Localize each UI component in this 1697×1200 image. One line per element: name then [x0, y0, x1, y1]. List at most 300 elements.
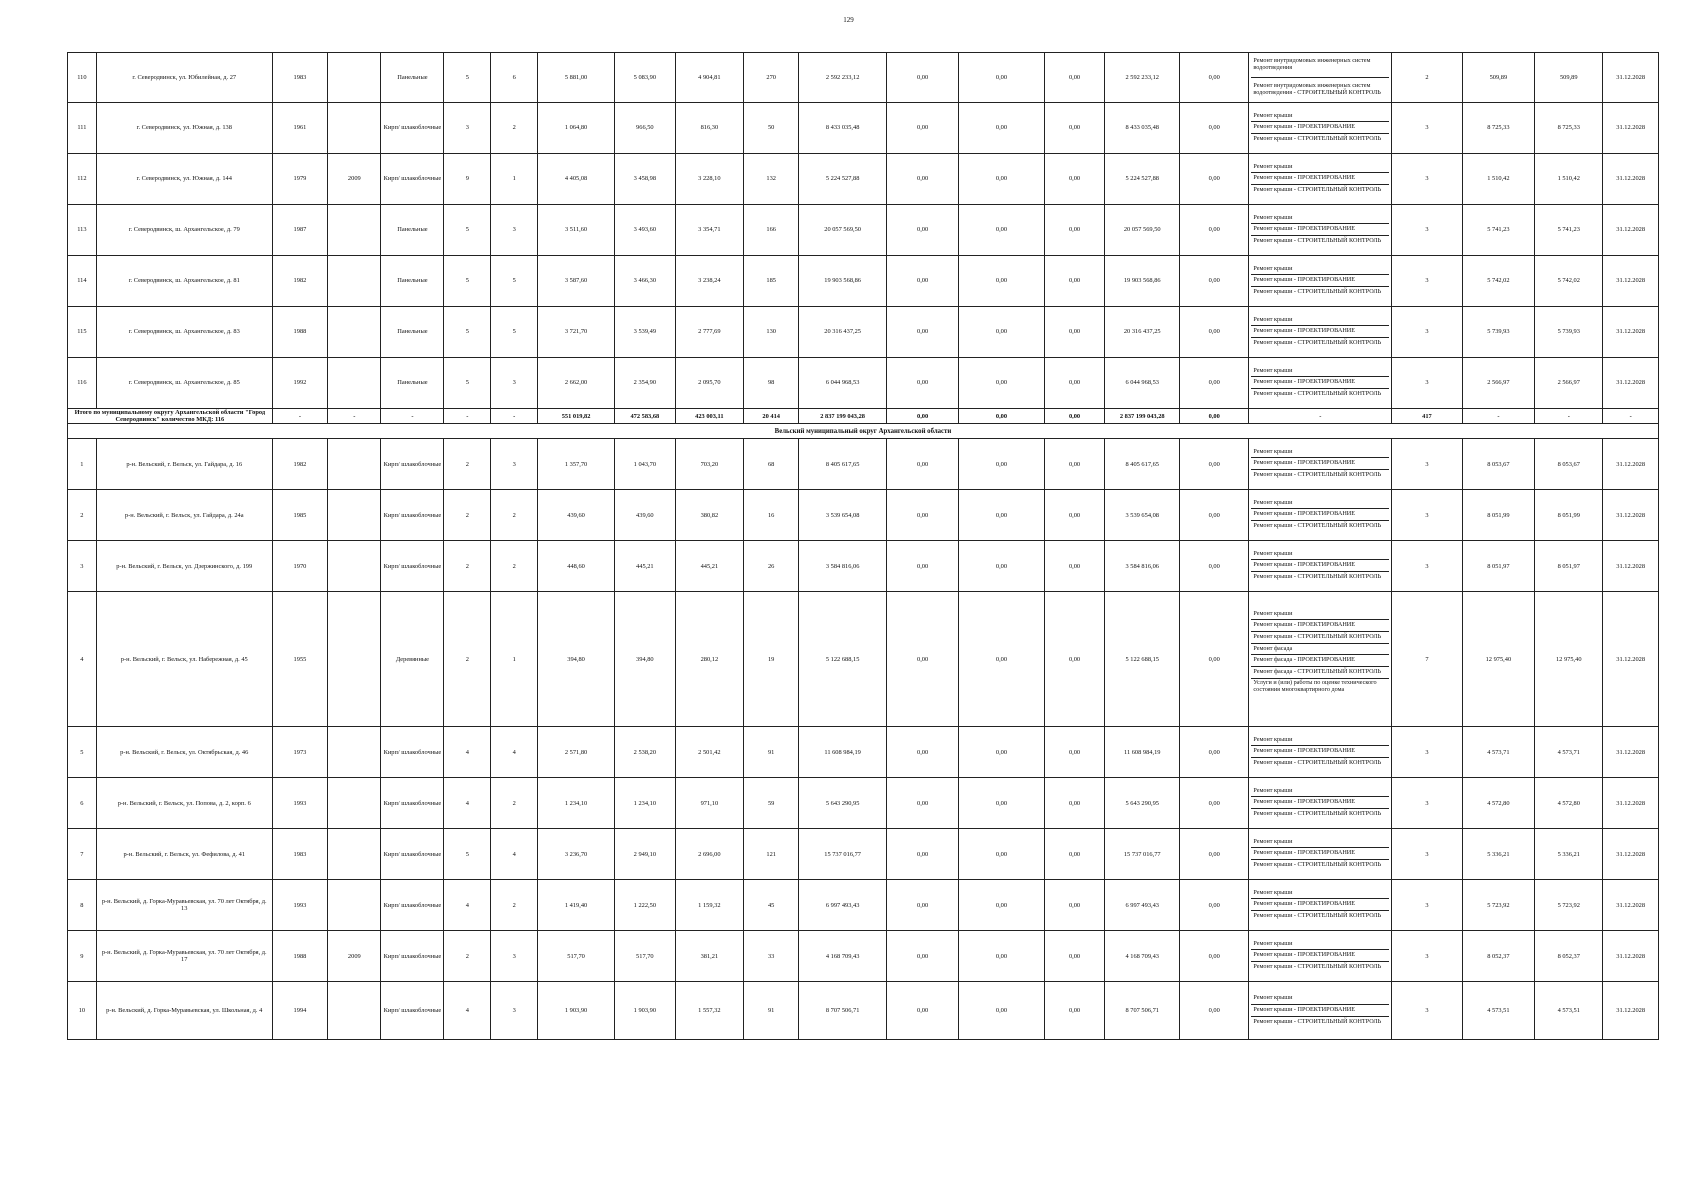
- works-count: 3: [1392, 778, 1462, 829]
- fund-local: 0,00: [1044, 592, 1105, 727]
- work-type-item: Ремонт крыши: [1251, 939, 1389, 950]
- works-count: 3: [1392, 829, 1462, 880]
- work-type-item: Ремонт крыши: [1251, 786, 1389, 797]
- row-number: 5: [68, 727, 97, 778]
- completion-date: 31.12.2028: [1603, 541, 1659, 592]
- work-type-item: Ремонт крыши: [1251, 888, 1389, 899]
- page-number: 129: [843, 16, 854, 24]
- work-type-item: Ремонт крыши - ПРОЕКТИРОВАНИЕ: [1251, 746, 1389, 758]
- area-owned: 380,82: [675, 490, 743, 541]
- fund-local: 0,00: [1044, 256, 1105, 307]
- residents-count: 91: [743, 727, 798, 778]
- area-owned: 971,10: [675, 778, 743, 829]
- floors-count: 3: [444, 103, 491, 154]
- house-address: р-н. Вельский, г. Вельск, ул. Гайдара, д. 24а: [96, 490, 272, 541]
- entrances-count: 2: [491, 103, 538, 154]
- work-types-cell: [1249, 541, 1392, 592]
- fund-other: 0,00: [1180, 358, 1249, 409]
- area-total: 1 234,10: [538, 778, 615, 829]
- fund-other: 0,00: [1180, 829, 1249, 880]
- fund-local: 0,00: [1044, 103, 1105, 154]
- work-type-item: Ремонт крыши: [1251, 735, 1389, 746]
- fund-owners: 8 707 506,71: [1105, 982, 1180, 1040]
- work-type-item: Ремонт крыши - ПРОЕКТИРОВАНИЕ: [1251, 173, 1389, 185]
- fund-local: 0,00: [1044, 829, 1105, 880]
- works-count: 3: [1392, 880, 1462, 931]
- work-type-item: Услуги и (или) работы по оценке технического состояния многоквартирного дома: [1253, 679, 1377, 694]
- work-type-item: Ремонт крыши - ПРОЕКТИРОВАНИЕ: [1251, 560, 1389, 572]
- wall-material: Кирп/ шлакоблочные: [381, 829, 444, 880]
- fund-federal: 0,00: [886, 592, 959, 727]
- total-area-owned: 423 003,11: [675, 409, 743, 424]
- area-owned: 3 228,10: [675, 154, 743, 205]
- table-row: [68, 53, 1659, 103]
- area-total: 439,60: [538, 490, 615, 541]
- area-owned: 1 557,32: [675, 982, 743, 1040]
- unit-cost: 1 510,42: [1462, 154, 1535, 205]
- unit-cost-limit: 8 725,33: [1535, 103, 1603, 154]
- fund-federal: 0,00: [886, 439, 959, 490]
- work-types-cell: [1249, 103, 1392, 154]
- row-number: 4: [68, 592, 97, 727]
- floors-count: 2: [444, 490, 491, 541]
- work-type-item: Ремонт крыши - СТРОИТЕЛЬНЫЙ КОНТРОЛЬ: [1253, 288, 1382, 296]
- floors-count: 4: [444, 778, 491, 829]
- residents-count: 16: [743, 490, 798, 541]
- fund-owners: 5 224 527,88: [1105, 154, 1180, 205]
- repair-cost-total: 5 643 290,95: [799, 778, 886, 829]
- house-address: р-н. Вельский, г. Вельск, ул. Октябрьская, д. 46: [96, 727, 272, 778]
- row-number: 111: [68, 103, 97, 154]
- work-type-item: Ремонт крыши - СТРОИТЕЛЬНЫЙ КОНТРОЛЬ: [1253, 861, 1382, 869]
- residents-count: 270: [743, 53, 798, 103]
- table-row: [68, 592, 1659, 727]
- house-address: р-н. Вельский, г. Вельск, ул. Гайдара, д. 16: [96, 439, 272, 490]
- fund-other: 0,00: [1180, 490, 1249, 541]
- work-type-item: Ремонт крыши: [1251, 315, 1389, 326]
- entrances-count: 4: [491, 829, 538, 880]
- wall-material: Панельные: [381, 256, 444, 307]
- fund-federal: 0,00: [886, 727, 959, 778]
- year-built: 1987: [272, 205, 327, 256]
- area-living: 5 083,90: [614, 53, 675, 103]
- fund-other: 0,00: [1180, 931, 1249, 982]
- repair-cost-total: 11 608 984,19: [799, 727, 886, 778]
- unit-cost: 12 975,40: [1462, 592, 1535, 727]
- area-living: 1 222,50: [614, 880, 675, 931]
- fund-other: 0,00: [1180, 439, 1249, 490]
- unit-cost-limit: 4 572,80: [1535, 778, 1603, 829]
- unit-cost-limit: 5 336,21: [1535, 829, 1603, 880]
- work-types-cell: [1249, 439, 1392, 490]
- row-number: 115: [68, 307, 97, 358]
- area-total: 3 587,60: [538, 256, 615, 307]
- fund-federal: 0,00: [886, 358, 959, 409]
- table-row: [68, 256, 1659, 307]
- row-number: 114: [68, 256, 97, 307]
- total-fund-federal: 0,00: [886, 409, 959, 424]
- work-type-item: Ремонт крыши - ПРОЕКТИРОВАНИЕ: [1251, 899, 1389, 911]
- fund-owners: 2 592 233,12: [1105, 53, 1180, 103]
- row-number: 9: [68, 931, 97, 982]
- row-number: 112: [68, 154, 97, 205]
- row-number: 10: [68, 982, 97, 1040]
- work-type-item: Ремонт крыши: [1251, 837, 1389, 848]
- work-type-item: Ремонт фасада - ПРОЕКТИРОВАНИЕ: [1251, 655, 1389, 667]
- entrances-count: 6: [491, 53, 538, 103]
- repair-cost-total: 19 903 568,86: [799, 256, 886, 307]
- floors-count: 2: [444, 541, 491, 592]
- area-owned: 703,20: [675, 439, 743, 490]
- repair-cost-total: 8 707 506,71: [799, 982, 886, 1040]
- year-reconstruction: [328, 880, 381, 931]
- total-dash: -: [1603, 409, 1659, 424]
- wall-material: Кирп/ шлакоблочные: [381, 778, 444, 829]
- unit-cost-limit: 8 051,97: [1535, 541, 1603, 592]
- table-row: [68, 880, 1659, 931]
- year-built: 1992: [272, 358, 327, 409]
- area-total: 4 405,08: [538, 154, 615, 205]
- fund-other: 0,00: [1180, 727, 1249, 778]
- work-type-item: Ремонт крыши - СТРОИТЕЛЬНЫЙ КОНТРОЛЬ: [1253, 1017, 1382, 1025]
- fund-owners: 3 584 816,06: [1105, 541, 1180, 592]
- fund-regional: 0,00: [959, 358, 1044, 409]
- fund-federal: 0,00: [886, 205, 959, 256]
- total-fund-other: 0,00: [1180, 409, 1249, 424]
- fund-federal: 0,00: [886, 778, 959, 829]
- fund-other: 0,00: [1180, 880, 1249, 931]
- completion-date: 31.12.2028: [1603, 205, 1659, 256]
- area-total: 3 511,60: [538, 205, 615, 256]
- work-types-cell: [1249, 829, 1392, 880]
- entrances-count: 5: [491, 307, 538, 358]
- section-title: Вельский муниципальный округ Архангельской области: [68, 424, 1659, 439]
- fund-local: 0,00: [1044, 307, 1105, 358]
- completion-date: 31.12.2028: [1603, 931, 1659, 982]
- unit-cost-limit: 5 739,93: [1535, 307, 1603, 358]
- floors-count: 5: [444, 307, 491, 358]
- fund-regional: 0,00: [959, 982, 1044, 1040]
- fund-owners: 19 903 568,86: [1105, 256, 1180, 307]
- repair-cost-total: 15 737 016,77: [799, 829, 886, 880]
- work-type-item: Ремонт крыши - СТРОИТЕЛЬНЫЙ КОНТРОЛЬ: [1253, 912, 1382, 920]
- year-built: 1985: [272, 490, 327, 541]
- fund-other: 0,00: [1180, 205, 1249, 256]
- unit-cost-limit: 509,89: [1535, 53, 1603, 103]
- fund-federal: 0,00: [886, 307, 959, 358]
- unit-cost-limit: 5 742,02: [1535, 256, 1603, 307]
- repair-cost-total: 5 224 527,88: [799, 154, 886, 205]
- work-type-item: Ремонт крыши - СТРОИТЕЛЬНЫЙ КОНТРОЛЬ: [1253, 810, 1382, 818]
- work-type-item: Ремонт крыши - СТРОИТЕЛЬНЫЙ КОНТРОЛЬ: [1253, 963, 1382, 971]
- year-reconstruction: [328, 982, 381, 1040]
- entrances-count: 3: [491, 205, 538, 256]
- row-number: 110: [68, 53, 97, 103]
- fund-owners: 5 122 688,15: [1105, 592, 1180, 727]
- unit-cost-limit: 5 741,23: [1535, 205, 1603, 256]
- fund-local: 0,00: [1044, 880, 1105, 931]
- entrances-count: 3: [491, 982, 538, 1040]
- area-owned: 1 159,32: [675, 880, 743, 931]
- work-type-item: Ремонт крыши - ПРОЕКТИРОВАНИЕ: [1251, 326, 1389, 338]
- area-living: 966,50: [614, 103, 675, 154]
- floors-count: 5: [444, 829, 491, 880]
- fund-regional: 0,00: [959, 541, 1044, 592]
- entrances-count: 2: [491, 778, 538, 829]
- work-types-cell: [1249, 982, 1392, 1040]
- completion-date: 31.12.2028: [1603, 256, 1659, 307]
- table-row: [68, 205, 1659, 256]
- unit-cost: 8 051,97: [1462, 541, 1535, 592]
- fund-federal: 0,00: [886, 829, 959, 880]
- total-fund-local: 0,00: [1044, 409, 1105, 424]
- works-count: 3: [1392, 490, 1462, 541]
- residents-count: 132: [743, 154, 798, 205]
- unit-cost: 5 723,92: [1462, 880, 1535, 931]
- area-total: 2 662,00: [538, 358, 615, 409]
- row-number: 8: [68, 880, 97, 931]
- area-living: 1 043,70: [614, 439, 675, 490]
- area-living: 1 234,10: [614, 778, 675, 829]
- year-reconstruction: 2009: [328, 154, 381, 205]
- wall-material: Кирп/ шлакоблочные: [381, 439, 444, 490]
- wall-material: Панельные: [381, 205, 444, 256]
- total-dash: -: [444, 409, 491, 424]
- total-dash: -: [491, 409, 538, 424]
- unit-cost: 5 742,02: [1462, 256, 1535, 307]
- work-types-cell: [1249, 880, 1392, 931]
- area-living: 517,70: [614, 931, 675, 982]
- house-address: р-н. Вельский, д. Горка-Муравьевская, ул. Школьная, д. 4: [96, 982, 272, 1040]
- area-owned: 381,21: [675, 931, 743, 982]
- entrances-count: 5: [491, 256, 538, 307]
- work-type-item: Ремонт крыши: [1251, 213, 1389, 224]
- work-type-item: Ремонт крыши - СТРОИТЕЛЬНЫЙ КОНТРОЛЬ: [1251, 632, 1389, 644]
- works-count: 3: [1392, 103, 1462, 154]
- area-total: 1 064,80: [538, 103, 615, 154]
- area-owned: 2 095,70: [675, 358, 743, 409]
- work-type-item: Ремонт крыши - ПРОЕКТИРОВАНИЕ: [1251, 275, 1389, 287]
- residents-count: 45: [743, 880, 798, 931]
- year-reconstruction: [328, 490, 381, 541]
- unit-cost-limit: 2 566,97: [1535, 358, 1603, 409]
- row-number: 113: [68, 205, 97, 256]
- fund-regional: 0,00: [959, 592, 1044, 727]
- table-row: [68, 154, 1659, 205]
- unit-cost: 4 573,71: [1462, 727, 1535, 778]
- work-types-cell: [1249, 490, 1392, 541]
- table-row: [68, 103, 1659, 154]
- total-dash: -: [272, 409, 327, 424]
- repair-cost-total: 5 122 688,15: [799, 592, 886, 727]
- fund-local: 0,00: [1044, 778, 1105, 829]
- house-address: р-н. Вельский, г. Вельск, ул. Попова, д. 2, корп. 6: [96, 778, 272, 829]
- fund-regional: 0,00: [959, 53, 1044, 103]
- table-row: [68, 982, 1659, 1040]
- year-reconstruction: [328, 829, 381, 880]
- fund-local: 0,00: [1044, 439, 1105, 490]
- residents-count: 130: [743, 307, 798, 358]
- table-row: [68, 931, 1659, 982]
- completion-date: 31.12.2028: [1603, 154, 1659, 205]
- area-total: 448,60: [538, 541, 615, 592]
- floors-count: 2: [444, 592, 491, 727]
- area-living: 3 493,60: [614, 205, 675, 256]
- works-count: 3: [1392, 154, 1462, 205]
- fund-federal: 0,00: [886, 490, 959, 541]
- residents-count: 185: [743, 256, 798, 307]
- unit-cost-limit: 5 723,92: [1535, 880, 1603, 931]
- fund-owners: 8 405 617,65: [1105, 439, 1180, 490]
- fund-federal: 0,00: [886, 256, 959, 307]
- house-address: р-н. Вельский, д. Горка-Муравьевская, ул. 70 лет Октября, д. 17: [96, 931, 272, 982]
- fund-federal: 0,00: [886, 541, 959, 592]
- row-number: 3: [68, 541, 97, 592]
- repair-cost-total: 4 168 709,43: [799, 931, 886, 982]
- fund-local: 0,00: [1044, 358, 1105, 409]
- year-built: 1983: [272, 53, 327, 103]
- total-residents: 20 414: [743, 409, 798, 424]
- work-type-item: Ремонт крыши - ПРОЕКТИРОВАНИЕ: [1251, 950, 1389, 962]
- total-works-count: 417: [1392, 409, 1462, 424]
- fund-local: 0,00: [1044, 53, 1105, 103]
- fund-other: 0,00: [1180, 154, 1249, 205]
- unit-cost-limit: 12 975,40: [1535, 592, 1603, 727]
- unit-cost-limit: 4 573,51: [1535, 982, 1603, 1040]
- works-count: 3: [1392, 307, 1462, 358]
- fund-owners: 8 433 035,48: [1105, 103, 1180, 154]
- fund-local: 0,00: [1044, 205, 1105, 256]
- completion-date: 31.12.2028: [1603, 490, 1659, 541]
- work-type-item: Ремонт крыши - СТРОИТЕЛЬНЫЙ КОНТРОЛЬ: [1253, 135, 1382, 143]
- fund-other: 0,00: [1180, 256, 1249, 307]
- year-reconstruction: [328, 541, 381, 592]
- residents-count: 26: [743, 541, 798, 592]
- total-dash: -: [1462, 409, 1535, 424]
- repair-program-table: [67, 52, 1659, 1040]
- entrances-count: 2: [491, 490, 538, 541]
- total-cost: 2 837 199 043,28: [799, 409, 886, 424]
- table-row: [68, 778, 1659, 829]
- work-type-item: Ремонт крыши: [1251, 994, 1389, 1005]
- works-count: 3: [1392, 727, 1462, 778]
- fund-owners: 6 044 968,53: [1105, 358, 1180, 409]
- unit-cost: 4 573,51: [1462, 982, 1535, 1040]
- works-count: 2: [1392, 53, 1462, 103]
- repair-cost-total: 3 539 654,08: [799, 490, 886, 541]
- completion-date: 31.12.2028: [1603, 307, 1659, 358]
- year-reconstruction: [328, 307, 381, 358]
- house-address: г. Северодвинск, ш. Архангельское, д. 81: [96, 256, 272, 307]
- work-type-item: Ремонт крыши - СТРОИТЕЛЬНЫЙ КОНТРОЛЬ: [1253, 471, 1382, 479]
- fund-federal: 0,00: [886, 53, 959, 103]
- work-type-item: Ремонт крыши - ПРОЕКТИРОВАНИЕ: [1251, 122, 1389, 134]
- work-type-item: Ремонт крыши - ПРОЕКТИРОВАНИЕ: [1251, 377, 1389, 389]
- floors-count: 4: [444, 982, 491, 1040]
- house-address: г. Северодвинск, ш. Архангельское, д. 83: [96, 307, 272, 358]
- area-living: 2 354,90: [614, 358, 675, 409]
- unit-cost-limit: 8 052,37: [1535, 931, 1603, 982]
- house-address: г. Северодвинск, ул. Юбилейная, д. 27: [96, 53, 272, 103]
- unit-cost: 4 572,80: [1462, 778, 1535, 829]
- fund-regional: 0,00: [959, 439, 1044, 490]
- year-built: 1982: [272, 256, 327, 307]
- work-type-item: Ремонт внутридомовых инженерных систем водоотведения: [1251, 53, 1389, 78]
- completion-date: 31.12.2028: [1603, 778, 1659, 829]
- fund-local: 0,00: [1044, 541, 1105, 592]
- wall-material: Кирп/ шлакоблочные: [381, 880, 444, 931]
- year-built: 1993: [272, 880, 327, 931]
- floors-count: 2: [444, 439, 491, 490]
- year-reconstruction: [328, 778, 381, 829]
- works-count: 3: [1392, 541, 1462, 592]
- row-number: 2: [68, 490, 97, 541]
- fund-other: 0,00: [1180, 778, 1249, 829]
- fund-local: 0,00: [1044, 982, 1105, 1040]
- floors-count: 5: [444, 256, 491, 307]
- works-count: 3: [1392, 256, 1462, 307]
- area-owned: 2 777,69: [675, 307, 743, 358]
- year-reconstruction: [328, 727, 381, 778]
- unit-cost: 2 566,97: [1462, 358, 1535, 409]
- fund-other: 0,00: [1180, 541, 1249, 592]
- completion-date: 31.12.2028: [1603, 880, 1659, 931]
- year-built: 1961: [272, 103, 327, 154]
- fund-other: 0,00: [1180, 592, 1249, 727]
- entrances-count: 2: [491, 880, 538, 931]
- works-count: 7: [1392, 592, 1462, 727]
- entrances-count: 1: [491, 592, 538, 727]
- entrances-count: 3: [491, 931, 538, 982]
- year-built: 1955: [272, 592, 327, 727]
- works-count: 3: [1392, 982, 1462, 1040]
- completion-date: 31.12.2028: [1603, 982, 1659, 1040]
- area-owned: 2 696,00: [675, 829, 743, 880]
- fund-owners: 3 539 654,08: [1105, 490, 1180, 541]
- area-total: 517,70: [538, 931, 615, 982]
- work-type-item: Ремонт крыши - ПРОЕКТИРОВАНИЕ: [1251, 509, 1389, 521]
- wall-material: Панельные: [381, 307, 444, 358]
- completion-date: 31.12.2028: [1603, 439, 1659, 490]
- unit-cost: 5 741,23: [1462, 205, 1535, 256]
- floors-count: 5: [444, 53, 491, 103]
- works-count: 3: [1392, 931, 1462, 982]
- work-type-item: Ремонт крыши - СТРОИТЕЛЬНЫЙ КОНТРОЛЬ: [1253, 237, 1382, 245]
- row-number: 116: [68, 358, 97, 409]
- area-total: 1 357,70: [538, 439, 615, 490]
- fund-federal: 0,00: [886, 103, 959, 154]
- unit-cost-limit: 4 573,71: [1535, 727, 1603, 778]
- residents-count: 91: [743, 982, 798, 1040]
- year-reconstruction: [328, 205, 381, 256]
- work-type-item: Ремонт фасада - СТРОИТЕЛЬНЫЙ КОНТРОЛЬ: [1251, 667, 1389, 679]
- total-label: Итого по муниципальному округу Архангельской области "Город Северодвинск" количество МКД: 116: [68, 409, 273, 424]
- year-built: 1983: [272, 829, 327, 880]
- area-total: 394,80: [538, 592, 615, 727]
- fund-owners: 15 737 016,77: [1105, 829, 1180, 880]
- fund-regional: 0,00: [959, 103, 1044, 154]
- unit-cost: 509,89: [1462, 53, 1535, 103]
- fund-owners: 5 643 290,95: [1105, 778, 1180, 829]
- total-fund-regional: 0,00: [959, 409, 1044, 424]
- area-living: 394,80: [614, 592, 675, 727]
- fund-regional: 0,00: [959, 256, 1044, 307]
- year-built: 1970: [272, 541, 327, 592]
- total-dash: -: [381, 409, 444, 424]
- fund-other: 0,00: [1180, 103, 1249, 154]
- floors-count: 4: [444, 880, 491, 931]
- work-type-item: Ремонт крыши: [1251, 264, 1389, 275]
